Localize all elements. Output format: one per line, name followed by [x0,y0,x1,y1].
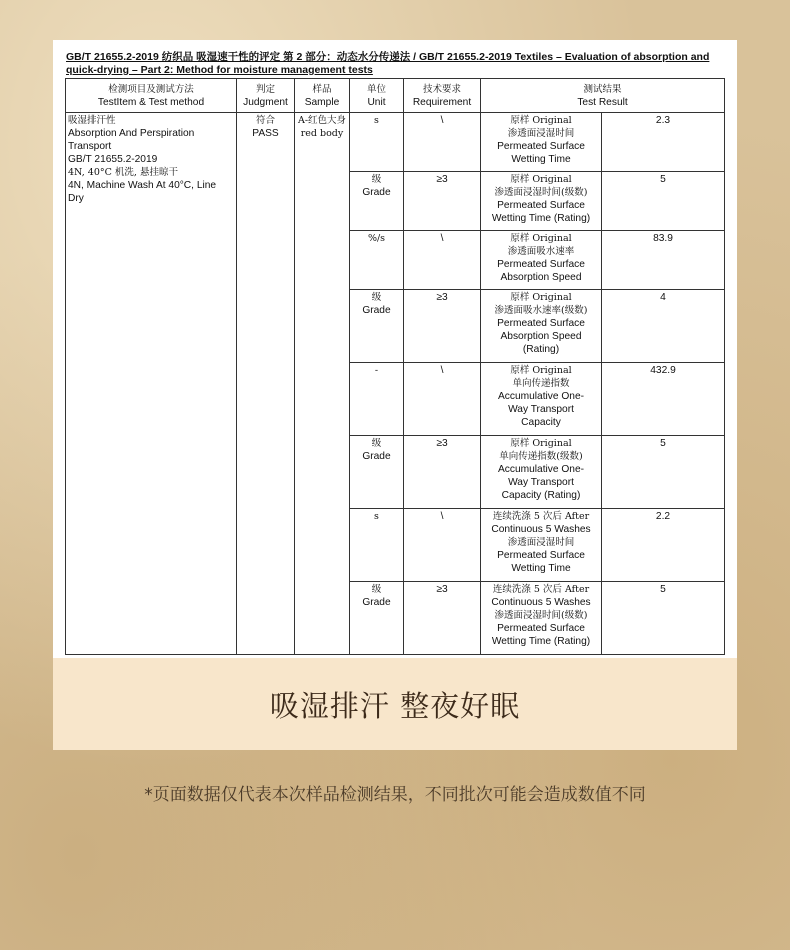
requirement-cell: \ [404,231,481,290]
result-value-cell: 83.9 [602,231,725,290]
unit-cell: s [350,113,404,172]
unit-cell: 级 Grade [350,290,404,363]
requirement-cell: ≥3 [404,172,481,231]
result-description-cell: 原样 Original 渗透面浸湿时间(级数) Permeated Surface Wetting Time (Rating) [481,172,602,231]
result-description-cell: 原样 Original 渗透面吸水速率 Permeated Surface Absorption Speed [481,231,602,290]
result-description-cell: 原样 Original 单向传递指数(级数) Accumulative One- Way Transport Capacity (Rating) [481,436,602,509]
table-row [66,113,725,172]
result-value-cell: 5 [602,172,725,231]
header-test-item: 检测项目及测试方法 TestItem & Test method [66,79,237,113]
result-description-cell: 连续洗涤 5 次后 After Continuous 5 Washes 渗透面浸湿时间 Permeated Surface Wetting Time [481,509,602,582]
unit-cell: %/s [350,231,404,290]
header-unit: 单位 Unit [350,79,404,113]
slogan: 吸湿排汗 整夜好眠 [269,688,521,723]
header-judgment: 判定 Judgment [237,79,295,113]
requirement-cell: ≥3 [404,436,481,509]
disclaimer-footnote: *页面数据仅代表本次样品检测结果，不同批次可能会造成数值不同 [144,785,646,805]
header-sample: 样品 Sample [295,79,350,113]
report-title: GB/T 21655.2-2019 纺织品 吸湿速干性的评定 第 2 部分：动态水分传递法 / GB/T 21655.2-2019 Textiles – Evaluation of absorption and quick-drying – Part 2: Method for moisture management tests [66,51,710,76]
result-description-cell: 原样 Original 渗透面吸水速率(级数) Permeated Surface Absorption Speed (Rating) [481,290,602,363]
result-description-cell: 原样 Original 单向传递指数 Accumulative One- Way Transport Capacity [481,363,602,436]
result-description-cell: 连续洗涤 5 次后 After Continuous 5 Washes 渗透面浸湿时间(级数) Permeated Surface Wetting Time (Rating) [481,582,602,655]
requirement-cell: \ [404,113,481,172]
content-card [53,40,737,750]
unit-cell: - [350,363,404,436]
requirement-cell: \ [404,363,481,436]
result-value-cell: 2.3 [602,113,725,172]
result-value-cell: 432.9 [602,363,725,436]
unit-cell: s [350,509,404,582]
unit-cell: 级 Grade [350,582,404,655]
sample-cell: A-红色大身 red body [295,113,350,655]
result-value-cell: 4 [602,290,725,363]
header-row [66,79,725,113]
requirement-cell: ≥3 [404,582,481,655]
result-description-cell: 原样 Original 渗透面浸湿时间 Permeated Surface Wetting Time [481,113,602,172]
result-value-cell: 5 [602,436,725,509]
test-item-cell: 吸湿排汗性 Absorption And Perspiration Transport GB/T 21655.2-2019 4N, 40°C 机洗, 悬挂晾干 4N, Machine Wash At 40°C, Line Dry [66,113,237,655]
requirement-cell: ≥3 [404,290,481,363]
header-requirement: 技术要求 Requirement [404,79,481,113]
requirement-cell: \ [404,509,481,582]
test-report-sheet [53,40,737,658]
result-value-cell: 5 [602,582,725,655]
result-value-cell: 2.2 [602,509,725,582]
unit-cell: 级 Grade [350,436,404,509]
unit-cell: 级 Grade [350,172,404,231]
test-report-table [65,78,725,655]
judgment-cell: 符合 PASS [237,113,295,655]
header-test-result: 测试结果 Test Result [481,79,725,113]
